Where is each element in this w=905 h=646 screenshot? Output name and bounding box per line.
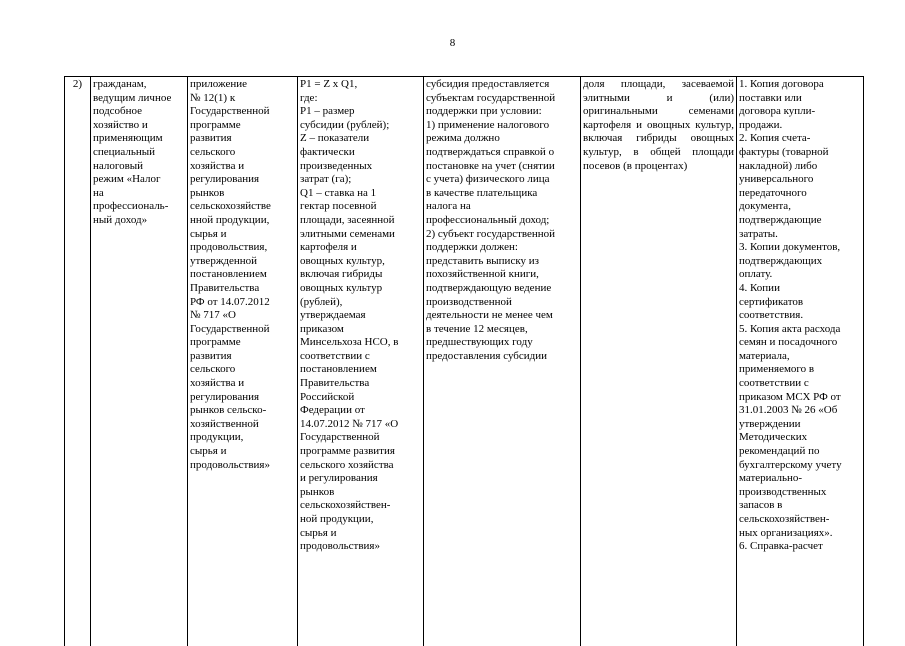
appendix-text (190, 78, 295, 472)
text-line: ной продукции, (300, 513, 421, 527)
subsidy-table (64, 76, 864, 646)
text-line: представить выписку из (426, 255, 578, 269)
text-line: подтверждающую ведение (426, 282, 578, 296)
text-line: сырья и (300, 527, 421, 541)
recipients-text (93, 78, 185, 228)
text-line: документа, (739, 200, 861, 214)
text-line: затрат (га); (300, 173, 421, 187)
text-line: сырья и (190, 445, 295, 459)
text-line: приказом МСХ РФ от (739, 391, 861, 405)
text-line: поставки или (739, 92, 861, 106)
text-line: 3. Копии документов, (739, 241, 861, 255)
text-line: профессиональ- (93, 200, 185, 214)
text-line: Правительства (300, 377, 421, 391)
text-line: Федерации от (300, 404, 421, 418)
text-line: продовольствия, (190, 241, 295, 255)
text-line: регулирования (190, 173, 295, 187)
text-line: № 717 «О (190, 309, 295, 323)
conditions-cell (424, 77, 581, 646)
text-line: накладной) либо (739, 160, 861, 174)
text-line: хозяйства и (190, 377, 295, 391)
text-line: хозяйства и (190, 160, 295, 174)
text-line: рынков сельско- (190, 404, 295, 418)
text-line: режима должно (426, 132, 578, 146)
text-line: программе развития (300, 445, 421, 459)
formula-cell (298, 77, 424, 646)
text-line: Методических (739, 431, 861, 445)
text-line: продовольствия» (300, 540, 421, 554)
text-line: универсального (739, 173, 861, 187)
text-line: утверждаемая (300, 309, 421, 323)
text-line: постановлением (300, 363, 421, 377)
text-line: элитными семенами (300, 228, 421, 242)
text-line: сельского (190, 363, 295, 377)
text-line: Q1 – ставка на 1 (300, 187, 421, 201)
text-line: нной продукции, (190, 214, 295, 228)
text-line: соответствии с (739, 377, 861, 391)
text-line: гектар посевной (300, 200, 421, 214)
text-line: приложение (190, 78, 295, 92)
text-line: утвержденной (190, 255, 295, 269)
text-line: и регулирования (300, 472, 421, 486)
text-line: на (93, 187, 185, 201)
appendix-cell (188, 77, 298, 646)
text-line: оплату. (739, 268, 861, 282)
text-line: налоговый (93, 160, 185, 174)
text-line: соответствия. (739, 309, 861, 323)
row-number-cell (65, 77, 91, 646)
text-line: в течение 12 месяцев, (426, 323, 578, 337)
text-line: субъектам государственной (426, 92, 578, 106)
text-line: развития (190, 350, 295, 364)
text-line: 6. Справка-расчет (739, 540, 861, 554)
text-line: 1. Копия договора (739, 78, 861, 92)
formula-text (300, 78, 421, 554)
text-line: запасов в (739, 499, 861, 513)
text-line: 5. Копия акта расхода (739, 323, 861, 337)
text-line: в качестве плательщика (426, 187, 578, 201)
text-line: семян и посадочного (739, 336, 861, 350)
text-line: налога на (426, 200, 578, 214)
text-line: специальный (93, 146, 185, 160)
text-line: 31.01.2003 № 26 «Об (739, 404, 861, 418)
text-line: договора купли- (739, 105, 861, 119)
text-line: материально- (739, 472, 861, 486)
text-line: сельскохозяйствен- (300, 499, 421, 513)
text-line: фактически (300, 146, 421, 160)
text-line: ных организациях». (739, 527, 861, 541)
text-line: 14.07.2012 № 717 «О (300, 418, 421, 432)
text-line: регулирования (190, 391, 295, 405)
text-line: картофеля и (300, 241, 421, 255)
text-line: продовольствия» (190, 459, 295, 473)
text-line: сельского (190, 146, 295, 160)
text-line: развития (190, 132, 295, 146)
text-line: с учета) физического лица (426, 173, 578, 187)
text-line: приказом (300, 323, 421, 337)
text-line: Z – показатели (300, 132, 421, 146)
text-line: овощных культур (300, 282, 421, 296)
text-line: РФ от 14.07.2012 (190, 296, 295, 310)
text-line: похозяйственной книги, (426, 268, 578, 282)
text-line: сельского хозяйства (300, 459, 421, 473)
calculation-basis-cell (581, 77, 737, 646)
text-line: № 12(1) к (190, 92, 295, 106)
text-line: деятельности не менее чем (426, 309, 578, 323)
text-line: овощных культур, (300, 255, 421, 269)
text-line: продукции, (190, 431, 295, 445)
text-line: продажи. (739, 119, 861, 133)
text-line: применяемого в (739, 363, 861, 377)
text-line: Государственной (300, 431, 421, 445)
text-line: где: (300, 92, 421, 106)
text-line: хозяйство и (93, 119, 185, 133)
page-number: 8 (0, 37, 905, 49)
text-line: сельскохозяйстве (190, 200, 295, 214)
text-line: производственной (426, 296, 578, 310)
recipients-cell (91, 77, 188, 646)
text-line: фактуры (товарной (739, 146, 861, 160)
text-line: поддержки должен: (426, 241, 578, 255)
text-line: 4. Копии (739, 282, 861, 296)
text-line: производственных (739, 486, 861, 500)
text-line: Государственной (190, 105, 295, 119)
text-line: подтверждаться справкой о (426, 146, 578, 160)
text-line: затраты. (739, 228, 861, 242)
text-line: Государственной (190, 323, 295, 337)
calculation-basis-text: доля площади, засеваемой элитными и (или) оригинальными семенами картофеля и овощных культур, включая гибриды овощных культур, в общей площади посевов (в процентах) (583, 78, 734, 173)
text-line: подтверждающие (739, 214, 861, 228)
text-line: площади, засеянной (300, 214, 421, 228)
text-line: программе (190, 119, 295, 133)
text-line: ный доход» (93, 214, 185, 228)
text-line: включая гибриды (300, 268, 421, 282)
text-line: (рублей), (300, 296, 421, 310)
documents-cell (737, 77, 864, 646)
text-line: бухгалтерскому учету (739, 459, 861, 473)
text-line: субсидия предоставляется (426, 78, 578, 92)
documents-text (739, 78, 861, 554)
text-line: профессиональный доход; (426, 214, 578, 228)
text-line: предшествующих году (426, 336, 578, 350)
text-line: 2) субъект государственной (426, 228, 578, 242)
text-line: ведущим личное (93, 92, 185, 106)
text-line: режим «Налог (93, 173, 185, 187)
text-line: постановлением (190, 268, 295, 282)
text-line: постановке на учет (снятии (426, 160, 578, 174)
text-line: произведенных (300, 160, 421, 174)
text-line: поддержки при условии: (426, 105, 578, 119)
text-line: P1 – размер (300, 105, 421, 119)
text-line: P1 = Z x Q1, (300, 78, 421, 92)
text-line: предоставления субсидии (426, 350, 578, 364)
text-line: соответствии с (300, 350, 421, 364)
conditions-text (426, 78, 578, 363)
text-line: передаточного (739, 187, 861, 201)
text-line: рынков (300, 486, 421, 500)
text-line: хозяйственной (190, 418, 295, 432)
text-line: 2. Копия счета- (739, 132, 861, 146)
text-line: материала, (739, 350, 861, 364)
text-line: утверждении (739, 418, 861, 432)
text-line: сельскохозяйствен- (739, 513, 861, 527)
text-line: Минсельхоза НСО, в (300, 336, 421, 350)
text-line: рекомендаций по (739, 445, 861, 459)
text-line: подтверждающих (739, 255, 861, 269)
row-number: 2) (73, 78, 82, 90)
text-line: гражданам, (93, 78, 185, 92)
text-line: субсидии (рублей); (300, 119, 421, 133)
text-line: подсобное (93, 105, 185, 119)
text-line: Российской (300, 391, 421, 405)
text-line: сырья и (190, 228, 295, 242)
text-line: применяющим (93, 132, 185, 146)
text-line: Правительства (190, 282, 295, 296)
text-line: программе (190, 336, 295, 350)
text-line: 1) применение налогового (426, 119, 578, 133)
table-row (65, 77, 864, 646)
text-line: сертификатов (739, 296, 861, 310)
text-line: рынков (190, 187, 295, 201)
